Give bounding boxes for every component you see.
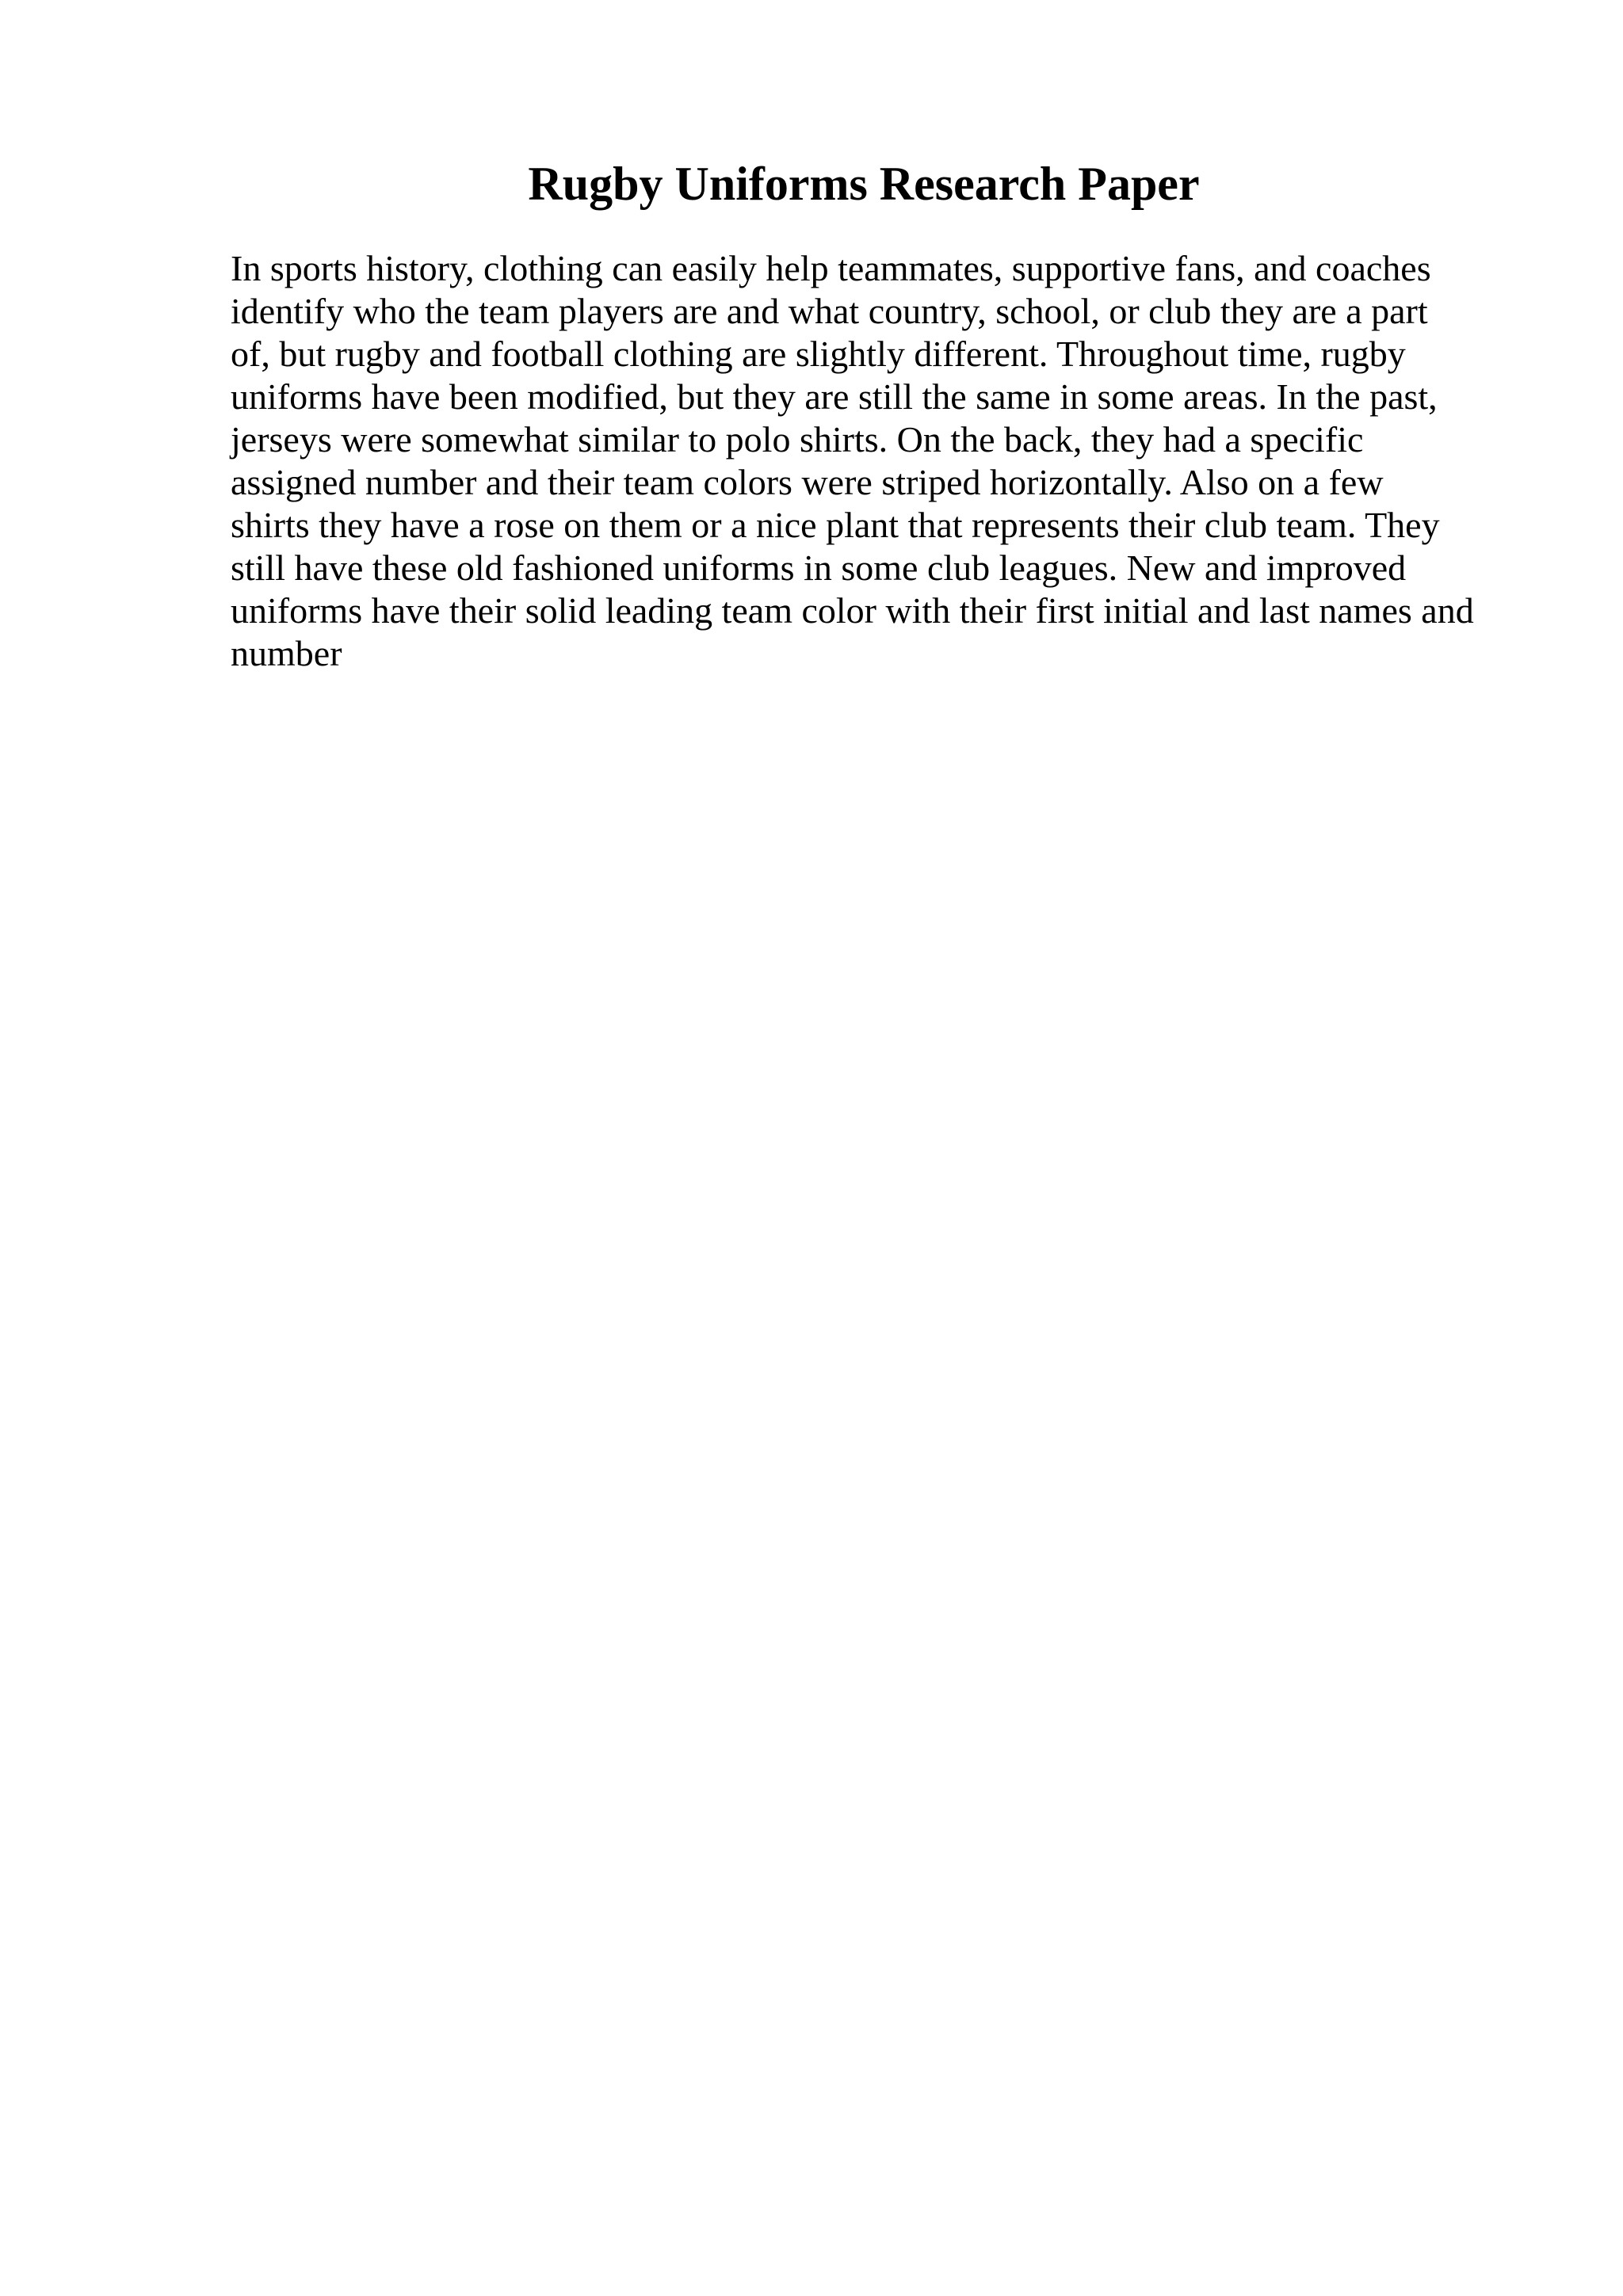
- body-paragraph: [231, 247, 1514, 675]
- paragraph-line: identify who the team players are and what country, school, or club they are a part: [231, 291, 1428, 331]
- paragraph-line: of, but rugby and football clothing are slightly different. Throughout time, rugby: [231, 334, 1406, 374]
- paragraph-line: number: [231, 633, 342, 673]
- paragraph-line: shirts they have a rose on them or a nice plant that represents their club team. They: [231, 505, 1440, 545]
- paragraph-line: uniforms have been modified, but they are still the same in some areas. In the past,: [231, 376, 1438, 417]
- paragraph-line: still have these old fashioned uniforms in some club leagues. New and improved: [231, 547, 1407, 588]
- paragraph-line: In sports history, clothing can easily help teammates, supportive fans, and coaches: [231, 248, 1431, 288]
- document-title: Rugby Uniforms Research Paper: [528, 158, 1200, 210]
- paragraph-line: assigned number and their team colors were striped horizontally. Also on a few: [231, 462, 1384, 502]
- paragraph-line: uniforms have their solid leading team color with their first initial and last names and: [231, 590, 1474, 631]
- paragraph-line: jerseys were somewhat similar to polo shirts. On the back, they had a specific: [231, 419, 1364, 460]
